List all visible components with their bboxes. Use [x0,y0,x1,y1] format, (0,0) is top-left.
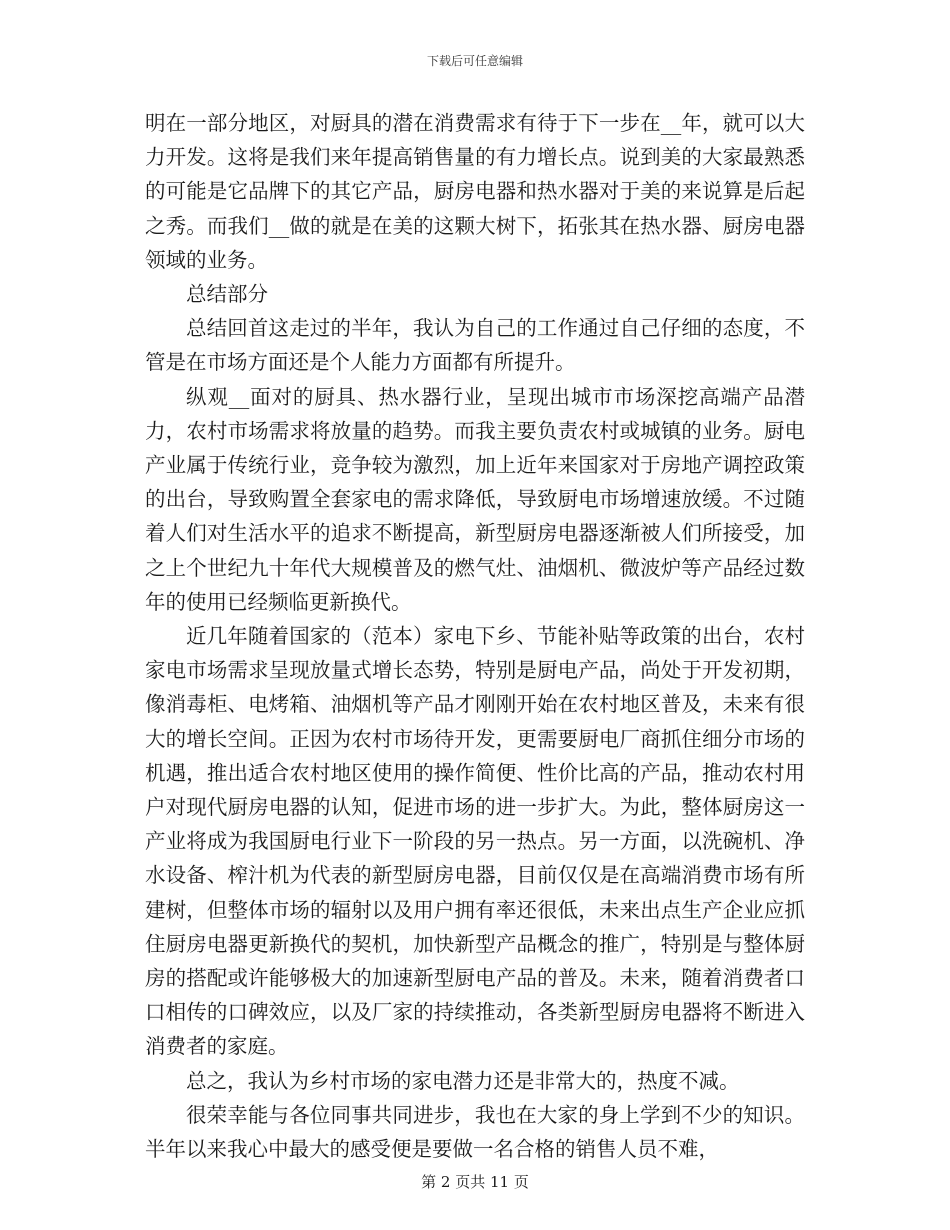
page-header: 下载后可任意编辑 [426,54,523,68]
section-heading-summary: 总结部分 [186,282,268,307]
paragraph-6: 很荣幸能与各位同事共同进步，我也在大家的身上学到不少的知识。半年以来我心中最大的感受便是要做一名合格的销售人员不难， [145,1102,805,1162]
paragraph-2: 总结回首这走过的半年，我认为自己的工作通过自己仔细的态度，不管是在市场方面还是个人能力方面都有所提升。 [145,316,805,375]
page-number: 第 2 页共 11 页 [421,1173,529,1191]
document-body [145,106,805,1166]
paragraph-1: 明在一部分地区，对厨具的潜在消费需求有待于下一步在__年，就可以大力开发。这将是我们来年提高销售量的有力增长点。说到美的大家最熟悉的可能是它品牌下的其它产品，厨房电器和热水器对于美的来说算是后起之秀。而我们__做的就是在美的这颗大树下，拓张其在热水器、厨房电器领域的业务。 [145,111,805,272]
paragraph-5: 总之，我认为乡村市场的家电潜力还是非常大的，热度不减。 [186,1068,740,1093]
paragraph-3: 纵观__面对的厨具、热水器行业，呈现出城市市场深挖高端产品潜力，农村市场需求将放量的趋势。而我主要负责农村或城镇的业务。厨电产业属于传统行业，竞争较为激烈，加上近年来国家对于房地产调控政策的出台，导致购置全套家电的需求降低，导致厨电市场增速放缓。不过随着人们对生活水平的追求不断提高，新型厨房电器逐渐被人们所接受，加之上个世纪九十年代大规模普及的燃气灶、油烟机、微波炉等产品经过数年的使用已经频临更新换代。 [145,384,805,614]
paragraph-4: 近几年随着国家的（范本）家电下乡、节能补贴等政策的出台，农村家电市场需求呈现放量式增长态势，特别是厨电产品，尚处于开发初期，像消毒柜、电烤箱、油烟机等产品才刚刚开始在农村地区普及，未来有很大的增长空间。正因为农村市场待开发，更需要厨电厂商抓住细分市场的机遇，推出适合农村地区使用的操作简便、性价比高的产品，推动农村用户对现代厨房电器的认知，促进市场的进一步扩大。为此，整体厨房这一产业将成为我国厨电行业下一阶段的另一热点。另一方面，以洗碗机、净水设备、榨汁机为代表的新型厨房电器，目前仅仅是在高端消费市场有所建树，但整体市场的辐射以及用户拥有率还很低，未来出点生产企业应抓住厨房电器更新换代的契机，加快新型产品概念的推广，特别是与整体厨房的搭配或许能够极大的加速新型厨电产品的普及。未来，随着消费者口口相传的口碑效应，以及厂家的持续推动，各类新型厨房电器将不断进入消费者的家庭。 [145,624,805,1059]
